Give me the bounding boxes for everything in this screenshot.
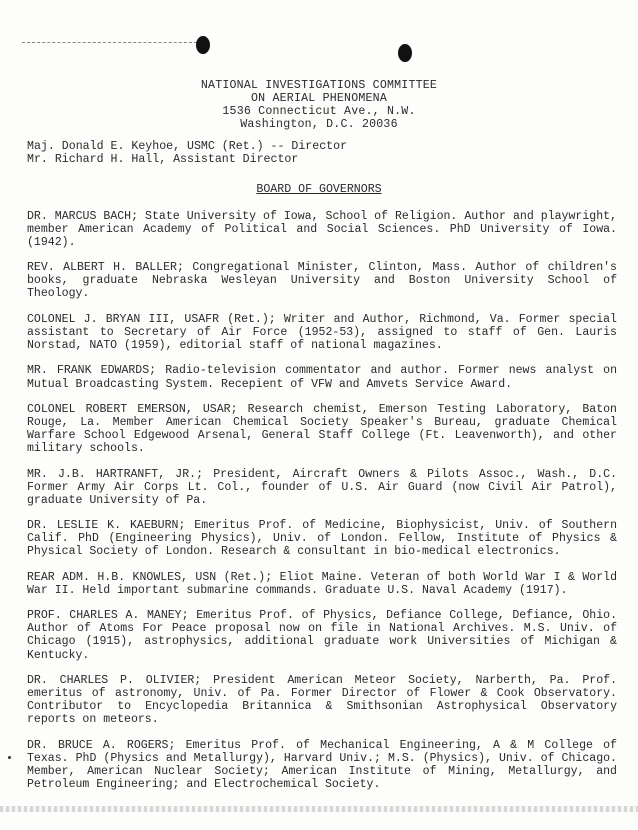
staff-assistant-director: Mr. Richard H. Hall, Assistant Director [27, 153, 299, 166]
letterhead-address-line1: 1536 Connecticut Ave., N.W. [222, 105, 416, 118]
governor-entry: MR. FRANK EDWARDS; Radio-television commentator and author. Former news analyst on Mutual Broadcasting System. Recepient of VFW and Amvets Service Award. [27, 364, 617, 391]
letterhead-org-line2: ON AERIAL PHENOMENA [251, 92, 387, 105]
scan-speck [8, 756, 11, 759]
punch-hole-right [398, 44, 412, 62]
governor-entry: DR. CHARLES P. OLIVIER; President American Meteor Society, Narberth, Pa. Prof. emeritus of astronomy, Univ. of Pa. Former Director of Flower & Cook Observatory. Contributor to Encyclopedia Britannica & Smithsonian Astrophysical Observatory reports on meteors. [27, 673, 617, 727]
governor-entry: MR. J.B. HARTRANFT, JR.; President, Aircraft Owners & Pilots Assoc., Wash., D.C. Former Army Air Corps Lt. Col., founder of U.S. Air Guard (now Civil Air Patrol), graduate University of Pa. [27, 467, 617, 507]
scan-artifact-line [22, 42, 202, 44]
governor-entry: REV. ALBERT H. BALLER; Congregational Minister, Clinton, Mass. Author of children's books, graduate Nebraska Wesleyan University and Boston University School of Theology. [27, 261, 617, 301]
governor-entry: PROF. CHARLES A. MANEY; Emeritus Prof. of Physics, Defiance College, Defiance, Ohio. Author of Atoms For Peace proposal now on file in National Archives. M.S. Univ. of Chicago (1915), astrophysics, additional graduate work Universities of Michigan & Kentucky. [27, 609, 617, 662]
staff-director: Maj. Donald E. Keyhoe, USMC (Ret.) -- Director [27, 140, 348, 153]
governor-entry: DR. MARCUS BACH; State University of Iowa, School of Religion. Author and playwright, member American Academy of Political and Social Sciences. PhD University of Iowa.(1942). [27, 210, 617, 250]
governors-list [27, 210, 617, 803]
governor-entry: COLONEL J. BRYAN III, USAFR (Ret.); Writer and Author, Richmond, Va. Former special assistant to Secretary of Air Force (1952-53), assigned to staff of Gen. Lauris Norstad, NATO (1959), editorial staff of national magazines. [27, 312, 617, 353]
scan-bottom-edge [0, 806, 638, 812]
punch-hole-left [196, 36, 210, 54]
letterhead-org-line1: NATIONAL INVESTIGATIONS COMMITTEE [200, 79, 438, 92]
governor-entry: COLONEL ROBERT EMERSON, USAR; Research chemist, Emerson Testing Laboratory, Baton Rouge, La. Member American Chemical Society Speaker's Bureau, graduate Chemical Warfare School Edgewood Arsenal, General Staff College (Ft. Leavenworth), and other military schools. [27, 402, 617, 456]
governor-entry: REAR ADM. H.B. KNOWLES, USN (Ret.); Eliot Maine. Veteran of both World War I & World War II. Held important submarine commands. Graduate U.S. Naval Academy (1917). [27, 570, 617, 597]
board-title-text: BOARD OF GOVERNORS [256, 183, 382, 196]
governor-entry: DR. LESLIE K. KAEBURN; Emeritus Prof. of Medicine, Biophysicist, Univ. of Southern Calif. PhD (Engineering Physics), Univ. of London. Fellow, Institute of Physics & Physical Society of London. Research & consultant in bio-medical electronics. [27, 519, 617, 559]
governor-entry: DR. BRUCE A. ROGERS; Emeritus Prof. of Mechanical Engineering, A & M College of Texas. PhD (Physics and Metallurgy), Harvard Univ.; M.S. (Physics), Univ. of Chicago. Member, American Nuclear Society; American Institute of Mining, Metallurgy, and Petroleum Engineering; and Electrochemical Society. [27, 738, 617, 791]
letterhead-address-line2: Washington, D.C. 20036 [240, 118, 398, 131]
board-title [0, 183, 638, 196]
